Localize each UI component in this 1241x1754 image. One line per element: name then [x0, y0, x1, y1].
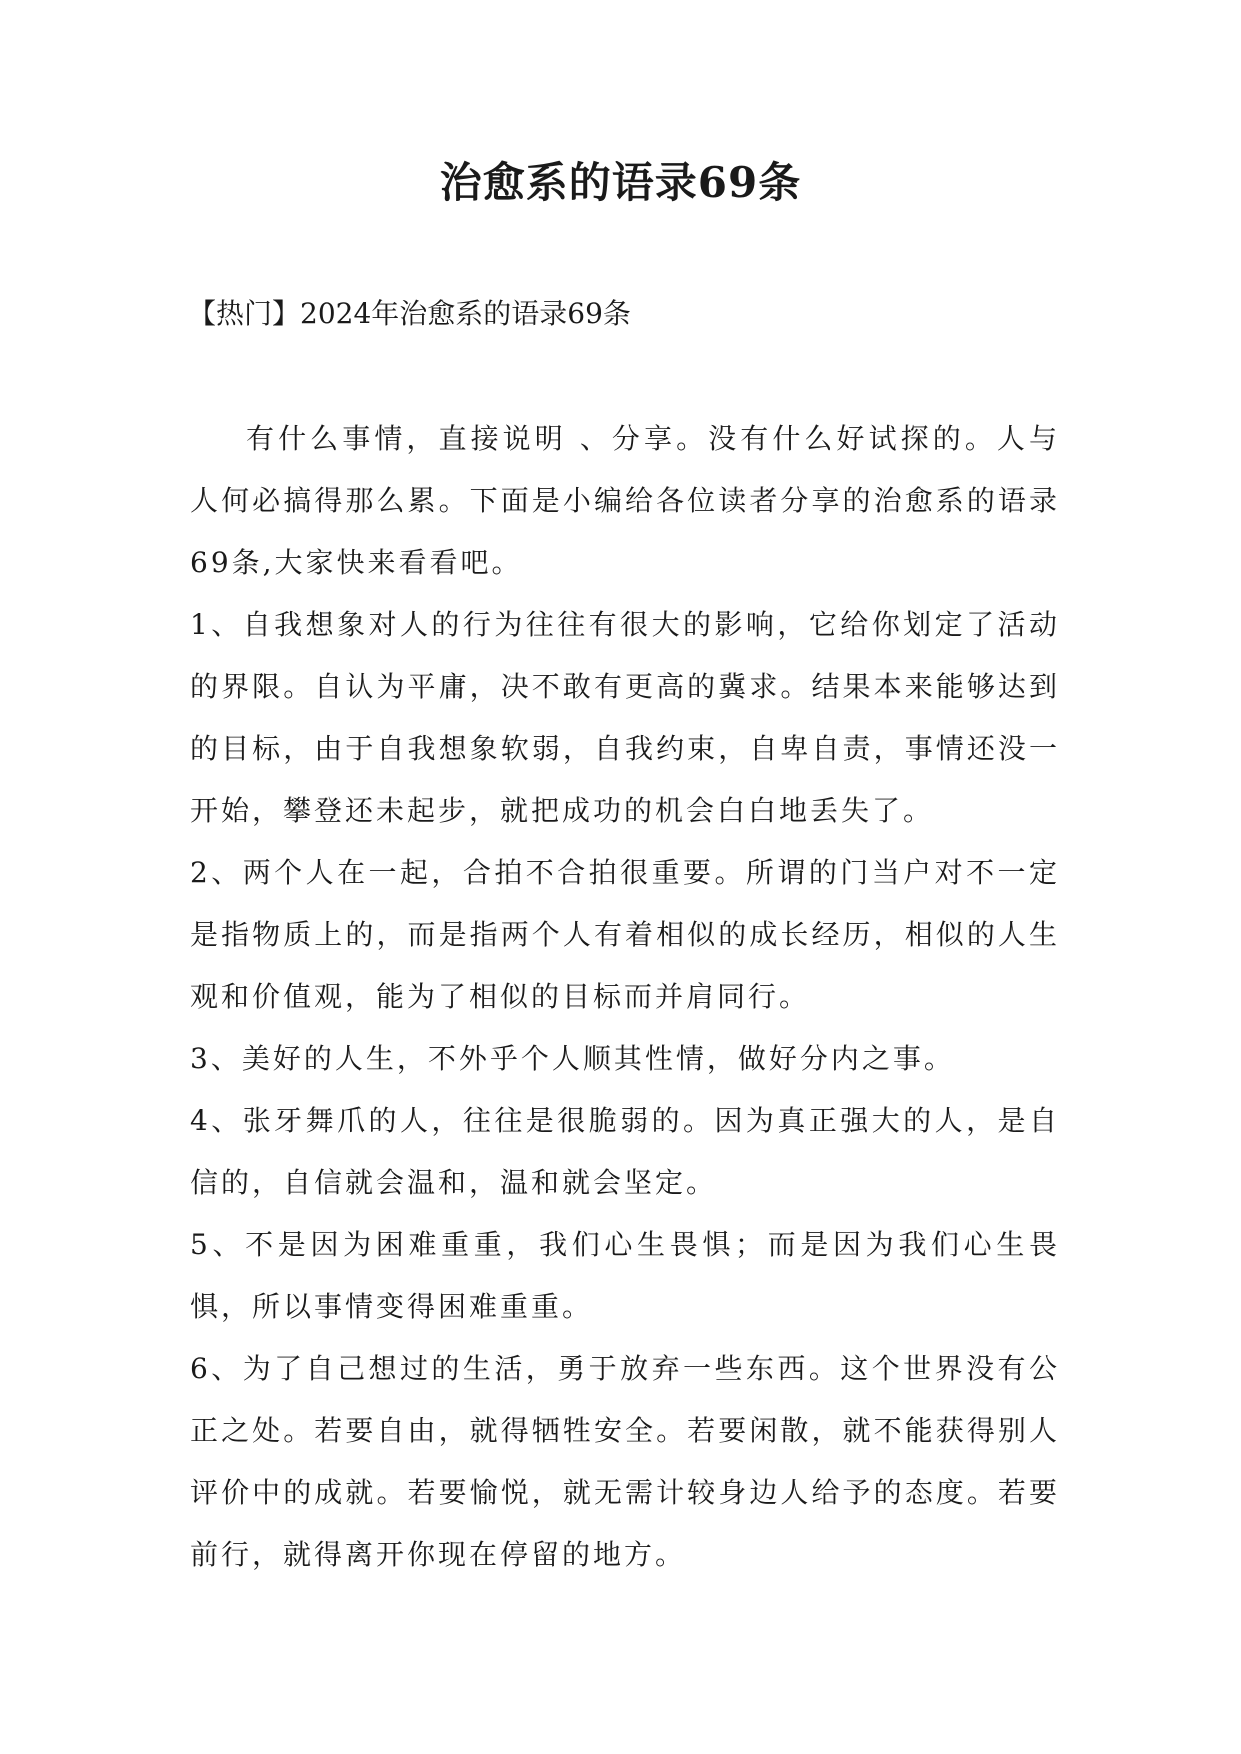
- quote-item-3: 3、美好的人生，不外乎个人顺其性情，做好分内之事。: [190, 1042, 955, 1075]
- quote-item-6: 6、为了自己想过的生活，勇于放弃一些东西。这个世界没有公正之处。若要自由，就得牺牲安全。若要闲散，就不能获得别人评价中的成就。若要愉悦，就无需计较身边人给予的态度。若要前行，就得离开你现在停留的地方。: [190, 1352, 1060, 1571]
- document-subtitle: 【热门】2024年治愈系的语录69条: [188, 297, 631, 330]
- intro-paragraph: 有什么事情，直接说明 、分享。没有什么好试探的。人与人何必搞得那么累。下面是小编给各位读者分享的治愈系的语录69条,大家快来看看吧。: [190, 422, 1060, 579]
- document-title: 治愈系的语录69条: [439, 158, 802, 207]
- quote-item-1: 1、自我想象对人的行为往往有很大的影响，它给你划定了活动的界限。自认为平庸，决不敢有更高的冀求。结果本来能够达到的目标，由于自我想象软弱，自我约束，自卑自责，事情还没一开始，攀登还未起步，就把成功的机会白白地丢失了。: [190, 608, 1060, 827]
- quote-item-5: 5、不是因为困难重重，我们心生畏惧；而是因为我们心生畏惧，所以事情变得困难重重。: [190, 1228, 1060, 1323]
- quote-item-4: 4、张牙舞爪的人，往往是很脆弱的。因为真正强大的人，是自信的，自信就会温和，温和就会坚定。: [190, 1104, 1060, 1199]
- quote-item-2: 2、两个人在一起，合拍不合拍很重要。所谓的门当户对不一定是指物质上的，而是指两个人有着相似的成长经历，相似的人生观和价值观，能为了相似的目标而并肩同行。: [190, 856, 1060, 1013]
- document-body: [190, 408, 1060, 1586]
